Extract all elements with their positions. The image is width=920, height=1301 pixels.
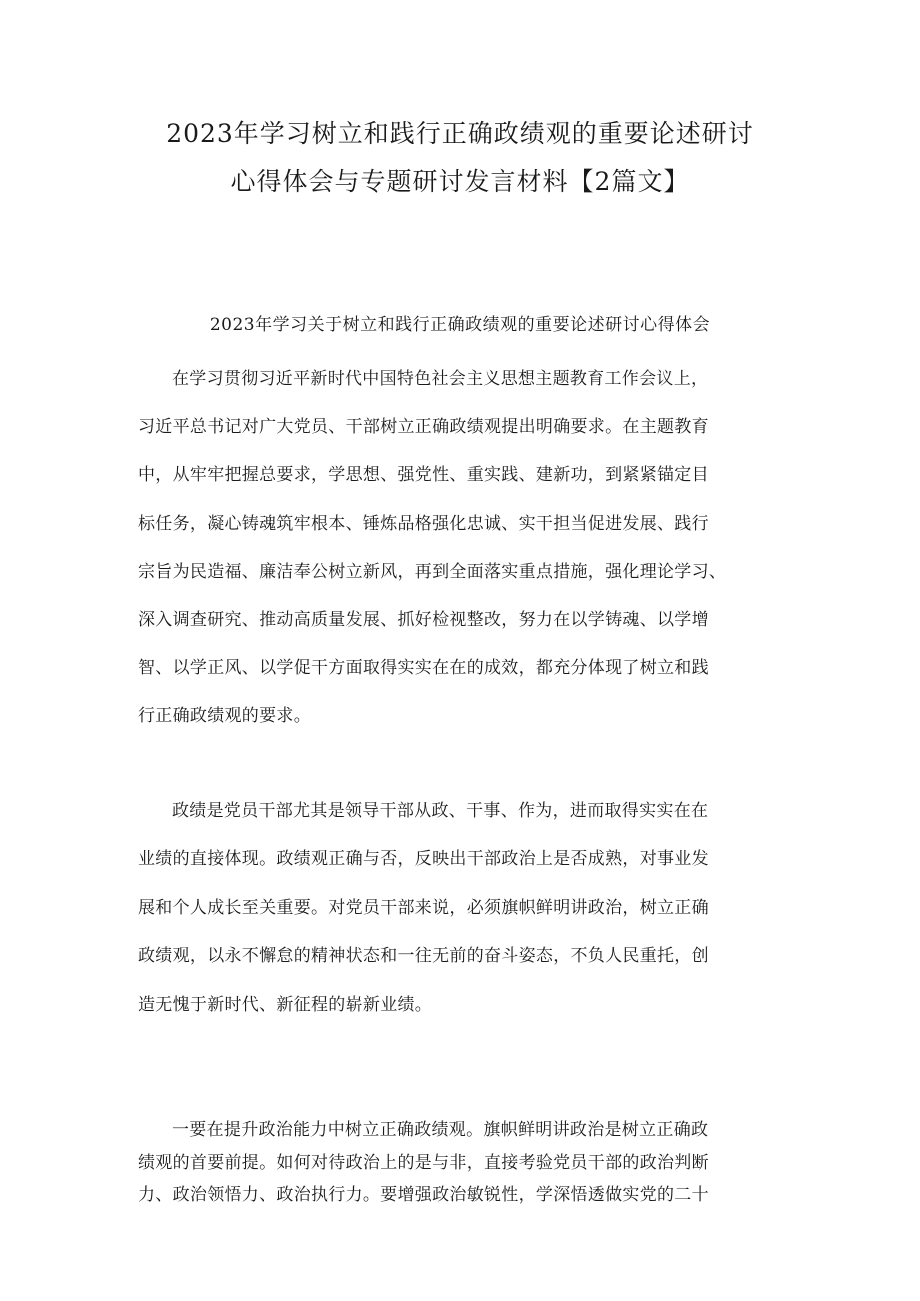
- paragraph-line: 绩观的首要前提。如何对待政治上的是与非，直接考验党员干部的政治判断: [138, 1152, 709, 1173]
- paragraph-line: 造无愧于新时代、新征程的崭新业绩。: [138, 994, 433, 1015]
- paragraph-line: 政绩观，以永不懈怠的精神状态和一往无前的奋斗姿态，不负人民重托，创: [138, 946, 709, 967]
- paragraph-line: 展和个人成长至关重要。对党员干部来说，必须旗帜鲜明讲政治，树立正确: [138, 897, 709, 918]
- document-title-line-2: 心得体会与专题研讨发言材料【2篇文】: [230, 167, 690, 196]
- paragraph-line: 业绩的直接体现。政绩观正确与否，反映出干部政治上是否成熟，对事业发: [138, 849, 709, 870]
- paragraph-line: 标任务，凝心铸魂筑牢根本、锤炼品格强化忠诚、实干担当促进发展、践行: [138, 513, 709, 534]
- paragraph-line: 习近平总书记对广大党员、干部树立正确政绩观提出明确要求。在主题教育: [138, 417, 709, 438]
- paragraph-line: 深入调查研究、推动高质量发展、抓好检视整改，努力在以学铸魂、以学增: [138, 610, 709, 631]
- document-title-line-1: 2023年学习树立和践行正确政绩观的重要论述研讨: [166, 119, 754, 148]
- paragraph-1: [138, 355, 798, 741]
- paragraph-line: 一要在提升政治能力中树立正确政绩观。旗帜鲜明讲政治是树立正确政: [172, 1120, 709, 1140]
- paragraph-line: 宗旨为民造福、廉洁奉公树立新风，再到全面落实重点措施，强化理论学习、: [138, 561, 727, 582]
- paragraph-line: 在学习贯彻习近平新时代中国特色社会主义思想主题教育工作会议上，: [172, 369, 709, 389]
- paragraph-3: [138, 1114, 798, 1212]
- paragraph-line: 行正确政绩观的要求。: [138, 706, 311, 727]
- paragraph-line: 力、政治领悟力、政治执行力。要增强政治敏锐性，学深悟透做实党的二十: [138, 1185, 709, 1205]
- section-heading: 2023年学习关于树立和践行正确政绩观的重要论述研讨心得体会: [209, 315, 711, 335]
- paragraph-line: 政绩是党员干部尤其是领导干部从政、干事、作为，进而取得实实在在: [172, 801, 709, 821]
- paragraph-line: 中，从牢牢把握总要求，学思想、强党性、重实践、建新功，到紧紧锚定目: [138, 465, 709, 486]
- paragraph-line: 智、以学正风、以学促干方面取得实实在在的成效，都充分体现了树立和践: [138, 658, 709, 679]
- paragraph-2: [138, 787, 798, 1029]
